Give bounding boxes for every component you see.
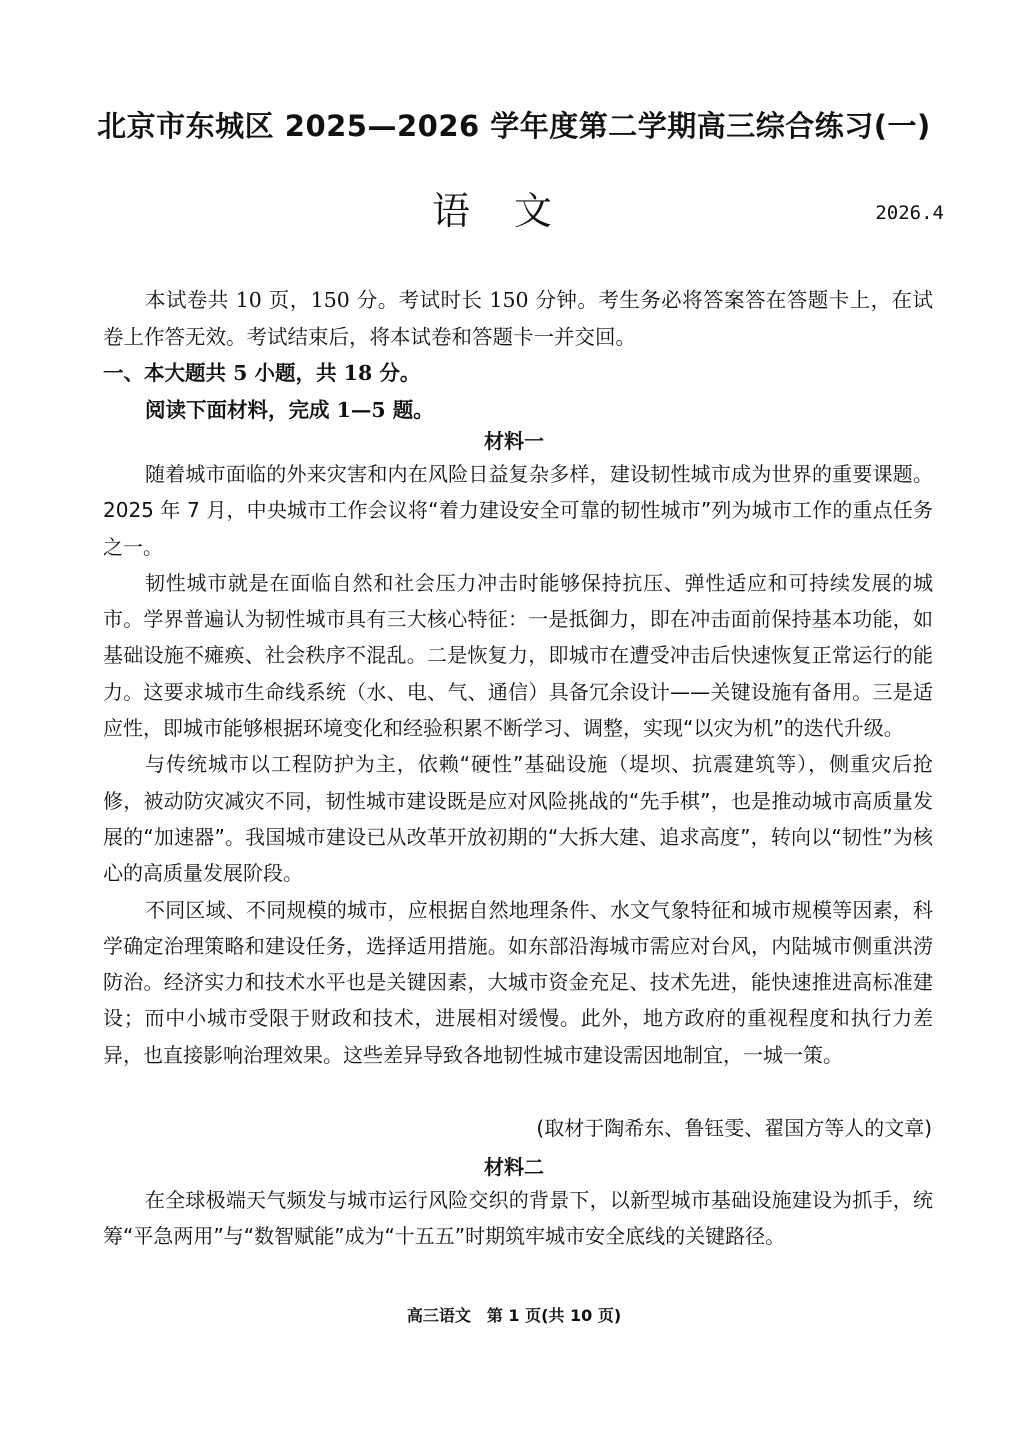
subject-title: 语文: [431, 189, 596, 233]
page-footer: 高三语文 第 1 页(共 10 页): [406, 1306, 622, 1325]
exam-instructions: [103, 282, 933, 355]
material-1-paragraph: 韧性城市就是在面临自然和社会压力冲击时能够保持抗压、弹性适应和可持续发展的城市。学界普遍认为韧性城市具有三大核心特征：一是抵御力，即在冲击面前保持基本功能，如基础设施不瘫痪、社会秩序不混乱。二是恢复力，即城市在遭受冲击后快速恢复正常运行的能力。这要求城市生命线系统（水、电、气、通信）具备冗余设计——关键设施有备用。三是适应性，即城市能够根据环境变化和经验积累不断学习、调整，实现“以灾为机”的迭代升级。: [103, 570, 933, 741]
material-1-paragraph: 随着城市面临的外来灾害和内在风险日益复杂多样，建设韧性城市成为世界的重要课题。2025 年 7 月，中央城市工作会议将“着力建设安全可靠的韧性城市”列为城市工作的重点任务之一。: [103, 462, 933, 559]
material-2-paragraph: 在全球极端天气频发与城市运行风险交织的背景下，以新型城市基础设施建设为抓手，统筹“平急两用”与“数智赋能”成为“十五五”时期筑牢城市安全底线的关键路径。: [103, 1188, 933, 1249]
material-1-body: [103, 456, 933, 1073]
exam-title: 北京市东城区 2025—2026 学年度第二学期高三综合练习(一): [97, 109, 931, 143]
instructions-text: 本试卷共 10 页，150 分。考试时长 150 分钟。考生务必将答案答在答题卡上，在试卷上作答无效。考试结束后，将本试卷和答题卡一并交回。: [103, 288, 933, 349]
material-2-heading: 材料二: [484, 1155, 544, 1179]
material-2-body: [103, 1182, 933, 1255]
section-heading: 一、本大题共 5 小题，共 18 分。: [103, 361, 421, 385]
material-1-paragraph: 不同区域、不同规模的城市，应根据自然地理条件、水文气象特征和城市规模等因素，科学确定治理策略和建设任务，选择适用措施。如东部沿海城市需应对台风，内陆城市侧重洪涝防治。经济实力和技术水平也是关键因素，大城市资金充足、技术先进，能快速推进高标准建设；而中小城市受限于财政和技术，进展相对缓慢。此外，地方政府的重视程度和执行力差异，也直接影响治理效果。这些差异导致各地韧性城市建设需因地制宜，一城一策。: [103, 897, 933, 1067]
exam-date: 2026.4: [875, 202, 944, 224]
material-1-heading: 材料一: [484, 429, 544, 453]
material-1-paragraph: 与传统城市以工程防护为主，依赖“硬性”基础设施（堤坝、抗震建筑等），侧重灾后抢修，被动防灾减灾不同，韧性城市建设既是应对风险挑战的“先手棋”，也是推动城市高质量发展的“加速器”。我国城市建设已从改革开放初期的“大拆大建、追求高度”，转向以“韧性”为核心的高质量发展阶段。: [103, 752, 933, 886]
material-1-source: (取材于陶希东、鲁钰雯、翟国方等人的文章): [536, 1116, 932, 1140]
reading-prompt: 阅读下面材料，完成 1—5 题。: [145, 398, 434, 422]
